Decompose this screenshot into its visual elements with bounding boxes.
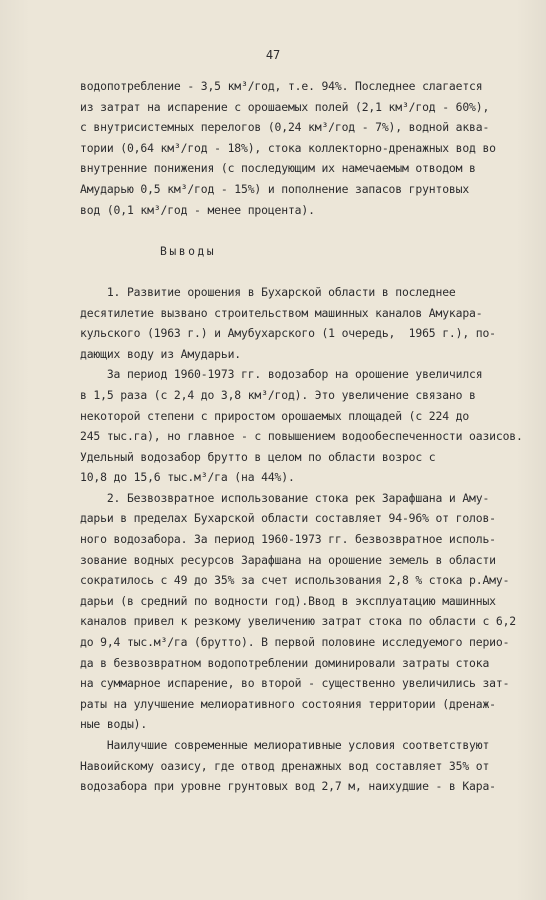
text-line: вод (0,1 км³/год - менее процента). — [80, 202, 315, 217]
text-line: дарьи в пределах Бухарской области составляет 94-96% от голов- — [80, 511, 496, 526]
text-line: с внутрисистемных перелогов (0,24 км³/год - 7%), водной аква- — [80, 120, 490, 135]
section-title: Выводы — [160, 243, 217, 258]
text-line: да в безвозвратном водопотреблении доминировали затраты стока — [80, 655, 490, 670]
text-line: дарьи (в средний по водности год).Ввод в эксплуатацию машинных — [80, 593, 496, 608]
text-line: сократилось с 49 до 35% за счет использования 2,8 % стока р.Аму- — [80, 573, 510, 588]
text-line: 1. Развитие орошения в Бухарской области в последнее — [80, 284, 456, 299]
text-line: до 9,4 тыс.м³/га (брутто). В первой половине исследуемого перио- — [80, 635, 510, 650]
text-line: ного водозабора. За период 1960-1973 гг. безвозвратное исполь- — [80, 532, 496, 547]
text-line: Наилучшие современные мелиоративные условия соответствуют — [80, 738, 490, 752]
text-line: водопотребление - 3,5 км³/год, т.е. 94%. Последнее слагается — [80, 79, 483, 93]
text-line: в 1,5 раза (с 2,4 до 3,8 км³/год). Это увеличение связано в — [80, 387, 476, 402]
text-line: Амударью 0,5 км³/год - 15%) и пополнение запасов грунтовых — [80, 181, 470, 196]
page-number: 47 — [265, 48, 281, 62]
paragraph-1 — [80, 76, 500, 220]
text-line: внутренние понижения (с последующим их намечаемым отводом в — [80, 161, 476, 176]
text-line: зование водных ресурсов Зарафшана на орошение земель в области — [80, 552, 496, 567]
text-line: каналов привел к резкому увеличению затрат стока по области с 6,2 — [80, 614, 517, 629]
text-line: ные воды). — [80, 717, 148, 732]
text-line: Удельный водозабор брутто в целом по области возрос с — [80, 449, 436, 464]
text-line: на суммарное испарение, во второй - существенно увеличились зат- — [80, 676, 510, 691]
text-line: 10,8 до 15,6 тыс.м³/га (на 44%). — [80, 470, 295, 485]
text-line: тории (0,64 км³/год - 18%), стока коллекторно-дренажных вод во — [80, 140, 496, 155]
text-line: 2. Безвозвратное использование стока рек Зарафшана и Аму- — [80, 490, 490, 505]
paragraph-3 — [80, 364, 523, 488]
text-line: десятилетие вызвано строительством машинных каналов Амукара- — [80, 305, 483, 320]
paragraph-2 — [80, 282, 500, 364]
paragraph-4 — [80, 488, 517, 735]
text-line: Навоийскому оазису, где отвод дренажных вод составляет 35% от — [80, 758, 490, 773]
text-line: водозабора при уровне грунтовых вод 2,7 м, наихудшие - в Кара- — [80, 779, 496, 794]
paragraph-5 — [80, 735, 500, 797]
spacer — [80, 261, 500, 282]
spacer — [80, 220, 500, 241]
text-line: За период 1960-1973 гг. водозабор на орошение увеличился — [80, 367, 483, 382]
text-line: раты на улучшение мелиоративного состояния территории (дренаж- — [80, 696, 496, 711]
text-line: 245 тыс.га), но главное - с повышением водообеспеченности оазисов. — [80, 429, 523, 444]
body-text — [80, 76, 523, 797]
text-line: дающих воду из Амударьи. — [80, 346, 241, 361]
text-line: из затрат на испарение с орошаемых полей (2,1 км³/год - 60%), — [80, 99, 490, 114]
text-line: кульского (1963 г.) и Амубухарского (1 очередь, 1965 г.), по- — [80, 326, 496, 341]
text-line: некоторой степени с приростом орошаемых площадей (с 224 до — [80, 408, 470, 423]
